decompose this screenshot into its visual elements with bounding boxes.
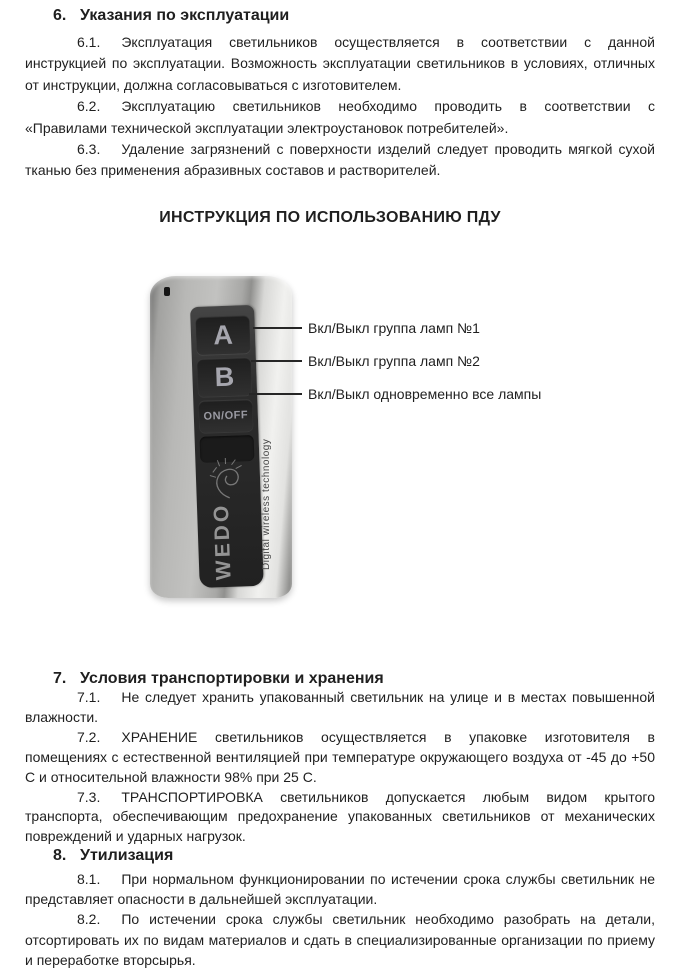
swirl-ornament-icon <box>204 455 246 504</box>
led-indicator <box>164 287 170 296</box>
paragraph-number: 8.1. <box>77 871 101 887</box>
digital-wireless-technology-text: Digital wireless technology <box>261 438 272 570</box>
callout-line-3 <box>249 393 302 395</box>
callout-label-all-lamps: Вкл/Выкл одновременно все лампы <box>308 386 542 402</box>
paragraph-6-3 <box>25 139 655 182</box>
figure-heading: ИНСТРУКЦИЯ ПО ИСПОЛЬЗОВАНИЮ ПДУ <box>159 209 501 226</box>
remote-control-figure <box>150 276 292 598</box>
paragraph-text: По истечении срока службы светильник необходимо разобрать на детали, отсортировать их по видам материалов и сдать в специализированные организации по приему и переработке вторсырья. <box>25 911 655 968</box>
callout-line-1 <box>253 327 302 329</box>
callout-line-2 <box>251 360 302 362</box>
paragraph-number: 7.1. <box>77 689 101 705</box>
remote-button-panel <box>190 305 264 588</box>
paragraph-8-1 <box>25 869 655 909</box>
paragraph-text: Не следует хранить упакованный светильник на улице и в местах повышенной влажности. <box>25 689 655 725</box>
wedo-logo: WEDO <box>209 502 236 581</box>
paragraph-text: ХРАНЕНИЕ светильников осуществляется в упаковке изготовителя в помещениях с естественной вентиляцией при температуре окружающего воздуха от -45 до +50 С и относительной влажности 98% при 25 С. <box>25 728 655 785</box>
paragraph-text: Эксплуатация светильников осуществляется в соответствии с данной инструкцией по эксплуатации. Возможность эксплуатации светильников в условиях, отличных от инструкции, должна согласовываться с изготовителем. <box>25 34 655 93</box>
paragraph-number: 6.3. <box>77 141 101 158</box>
button-a: A <box>195 315 250 355</box>
remote-body <box>150 276 292 598</box>
paragraph-number: 7.2. <box>77 728 101 745</box>
paragraph-text: При нормальном функционировании по истечении срока службы светильник не представляет опасности в дальнейшей эксплуатации. <box>25 871 655 908</box>
paragraph-6-2 <box>25 96 655 139</box>
section-8-body <box>25 869 655 970</box>
paragraph-8-2 <box>25 909 655 970</box>
section-6-body <box>25 32 655 182</box>
section-6-title: Указания по эксплуатации <box>80 7 290 24</box>
paragraph-7-2 <box>25 728 655 788</box>
button-on-off: ON/OFF <box>198 399 253 433</box>
paragraph-text: Удаление загрязнений с поверхности изделий следует проводить мягкой сухой тканью без применения абразивных составов и растворителей. <box>25 141 655 179</box>
section-8-heading <box>53 846 173 865</box>
paragraph-6-1 <box>25 32 655 96</box>
section-8-title: Утилизация <box>80 847 174 864</box>
section-8-number: 8. <box>53 847 67 864</box>
paragraph-7-3 <box>25 788 655 848</box>
section-7-heading <box>53 669 384 688</box>
section-6-heading <box>53 6 289 25</box>
button-b: B <box>197 357 252 397</box>
paragraph-number: 7.3. <box>77 788 101 805</box>
paragraph-text: Эксплуатацию светильников необходимо проводить в соответствии с «Правилами технической эксплуатации электроустановок потребителей». <box>25 98 655 136</box>
section-7-body <box>25 688 655 847</box>
section-7-title: Условия транспортировки и хранения <box>80 670 384 687</box>
paragraph-number: 6.2. <box>77 98 101 115</box>
callout-label-group2: Вкл/Выкл группа ламп №2 <box>308 353 480 369</box>
paragraph-number: 8.2. <box>77 911 101 928</box>
callout-label-group1: Вкл/Выкл группа ламп №1 <box>308 320 480 336</box>
paragraph-number: 6.1. <box>77 34 101 50</box>
section-6-number: 6. <box>53 7 67 24</box>
paragraph-text: ТРАНСПОРТИРОВКА светильников допускается любым видом крытого транспорта, обеспечивающим предохранение упакованных светильников от механических повреждений и ударных нагрузок. <box>25 788 655 845</box>
section-7-number: 7. <box>53 670 67 687</box>
paragraph-7-1 <box>25 688 655 728</box>
